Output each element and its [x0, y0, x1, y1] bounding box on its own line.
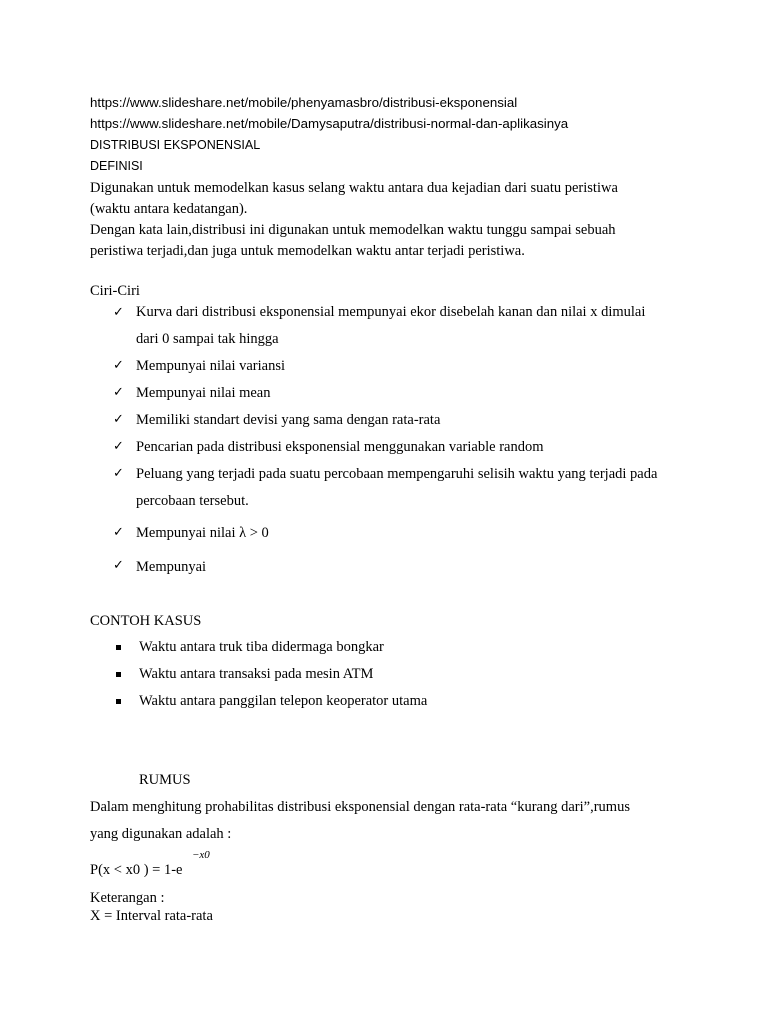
definisi-line: peristiwa terjadi,dan juga untuk memodelkan waktu antar terjadi peristiwa.: [90, 243, 525, 259]
checkmark-icon: [113, 438, 124, 455]
ciri-title: Ciri-Ciri: [90, 283, 140, 299]
contoh-item: Waktu antara transaksi pada mesin ATM: [139, 666, 374, 682]
checkmark-icon: [113, 524, 124, 541]
definisi-title: DEFINISI: [90, 159, 143, 173]
ciri-item: Kurva dari distribusi eksponensial mempunyai ekor disebelah kanan dan nilai x dimulai: [136, 304, 646, 320]
contoh-item: Waktu antara panggilan telepon keoperator utama: [139, 693, 428, 709]
checkmark-icon: [113, 357, 124, 374]
ciri-item: Mempunyai: [136, 559, 207, 575]
ciri-item: Peluang yang terjadi pada suatu percobaan mempengaruhi selisih waktu yang terjadi pada: [136, 466, 658, 482]
ciri-item: Mempunyai nilai mean: [136, 385, 271, 401]
definisi-line: (waktu antara kedatangan).: [90, 201, 248, 217]
ciri-item: Pencarian pada distribusi eksponensial menggunakan variable random: [136, 439, 544, 455]
ciri-item-continued: percobaan tersebut.: [136, 493, 249, 509]
reference-link-2[interactable]: https://www.slideshare.net/mobile/Damysaputra/distribusi-normal-dan-aplikasinya: [90, 116, 569, 131]
bullet-square-icon: [116, 645, 121, 650]
checkmark-icon: [113, 465, 124, 482]
bullet-square-icon: [116, 672, 121, 677]
keterangan-title: Keterangan :: [90, 890, 165, 906]
ciri-item: Memiliki standart devisi yang sama dengan rata-rata: [136, 412, 441, 428]
definisi-line: Digunakan untuk memodelkan kasus selang waktu antara dua kejadian dari suatu peristiwa: [90, 180, 618, 196]
contoh-title: CONTOH KASUS: [90, 613, 202, 629]
document-heading: DISTRIBUSI EKSPONENSIAL: [90, 138, 261, 152]
reference-link-1[interactable]: https://www.slideshare.net/mobile/phenyamasbro/distribusi-eksponensial: [90, 95, 518, 110]
ciri-item: Mempunyai nilai λ > 0: [136, 525, 269, 541]
contoh-item: Waktu antara truk tiba didermaga bongkar: [139, 639, 384, 655]
rumus-line: Dalam menghitung prohabilitas distribusi eksponensial dengan rata-rata “kurang dari”,rumus: [90, 799, 630, 815]
bullet-square-icon: [116, 699, 121, 704]
checkmark-icon: [113, 384, 124, 401]
ciri-item-continued: dari 0 sampai tak hingga: [136, 331, 279, 347]
ciri-item: Mempunyai nilai variansi: [136, 358, 285, 374]
formula-exponent: −x0: [192, 849, 210, 861]
formula: P(x < x0 ) = 1-e: [90, 862, 183, 878]
checkmark-icon: [113, 304, 124, 321]
rumus-line: yang digunakan adalah :: [90, 826, 232, 842]
checkmark-icon: [113, 557, 124, 574]
definisi-line: Dengan kata lain,distribusi ini digunakan untuk memodelkan waktu tunggu sampai sebuah: [90, 222, 616, 238]
rumus-title: RUMUS: [139, 772, 191, 788]
checkmark-icon: [113, 411, 124, 428]
keterangan-line: X = Interval rata-rata: [90, 908, 213, 924]
